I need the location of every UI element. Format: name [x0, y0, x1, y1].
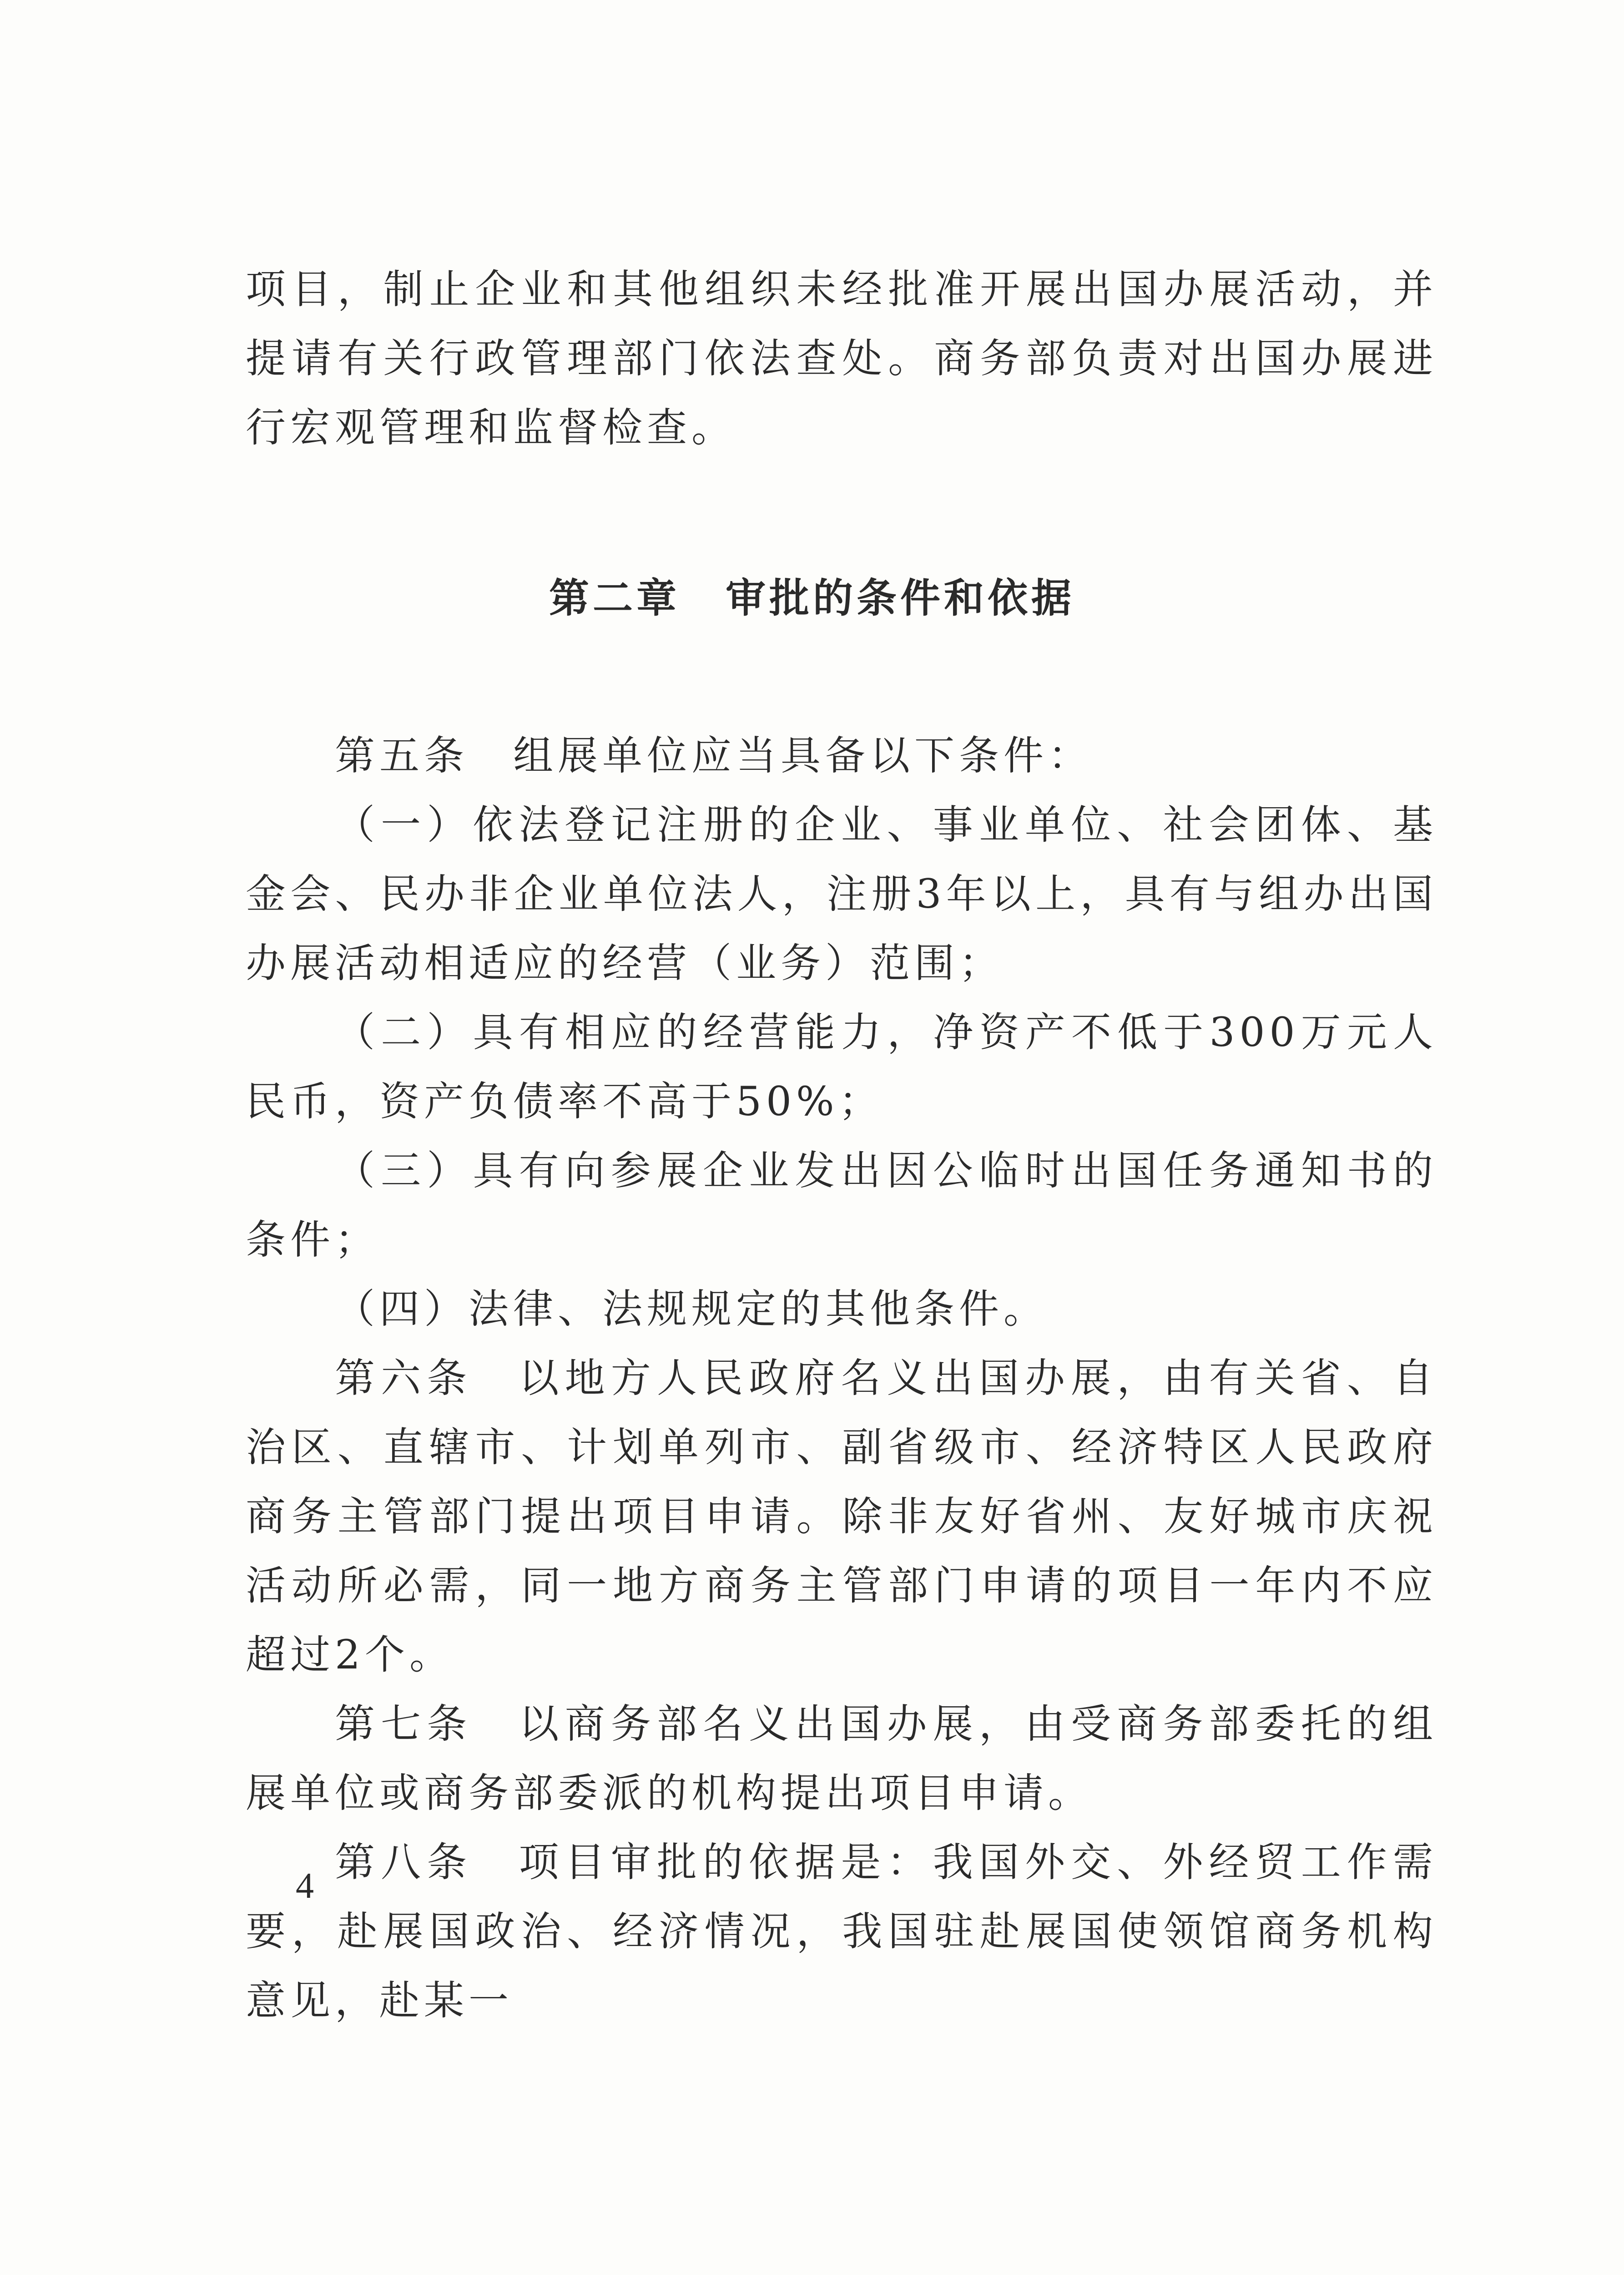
article-6: 第六条 以地方人民政府名义出国办展，由有关省、自治区、直辖市、计划单列市、副省级市、经济特区人民政府商务主管部门提出项目申请。除非友好省州、友好城市庆祝活动所必需，同一地方商务主管部门申请的项目一年内不应超过2个。: [246, 1355, 1437, 1678]
article-5-item-1: （一）依法登记注册的企业、事业单位、社会团体、基金会、民办非企业单位法人，注册3年以上，具有与组办出国办展活动相适应的经营（业务）范围；: [246, 801, 1437, 986]
article-5-item-4: （四）法律、法规规定的其他条件。: [335, 1285, 1049, 1332]
chapter-title-text: 审批的条件和依据: [726, 575, 1075, 622]
continued-paragraph: 项目，制止企业和其他组织未经批准开展出国办展活动，并提请有关行政管理部门依法查处。商务部负责对出国办展进行宏观管理和监督检查。: [246, 266, 1437, 451]
article-5-item-3: （三）具有向参展企业发出因公临时出国任务通知书的条件；: [246, 1147, 1437, 1263]
body-text-block: [246, 721, 1437, 2035]
page-number: 4: [296, 1866, 314, 1906]
article-8: 第八条 项目审批的依据是：我国外交、外经贸工作需要，赴展国政治、经济情况，我国驻赴展国使领馆商务机构意见，赴某一: [246, 1839, 1437, 2024]
article-5: 第五条 组展单位应当具备以下条件：: [335, 732, 1093, 779]
top-text-block: [246, 255, 1437, 462]
article-7: 第七条 以商务部名义出国办展，由受商务部委托的组展单位或商务部委派的机构提出项目申请。: [246, 1700, 1437, 1816]
chapter-heading: [0, 566, 1624, 624]
chapter-number: 第二章: [549, 575, 680, 622]
article-5-item-2: （二）具有相应的经营能力，净资产不低于300万元人民币，资产负债率不高于50%；: [246, 1009, 1437, 1125]
